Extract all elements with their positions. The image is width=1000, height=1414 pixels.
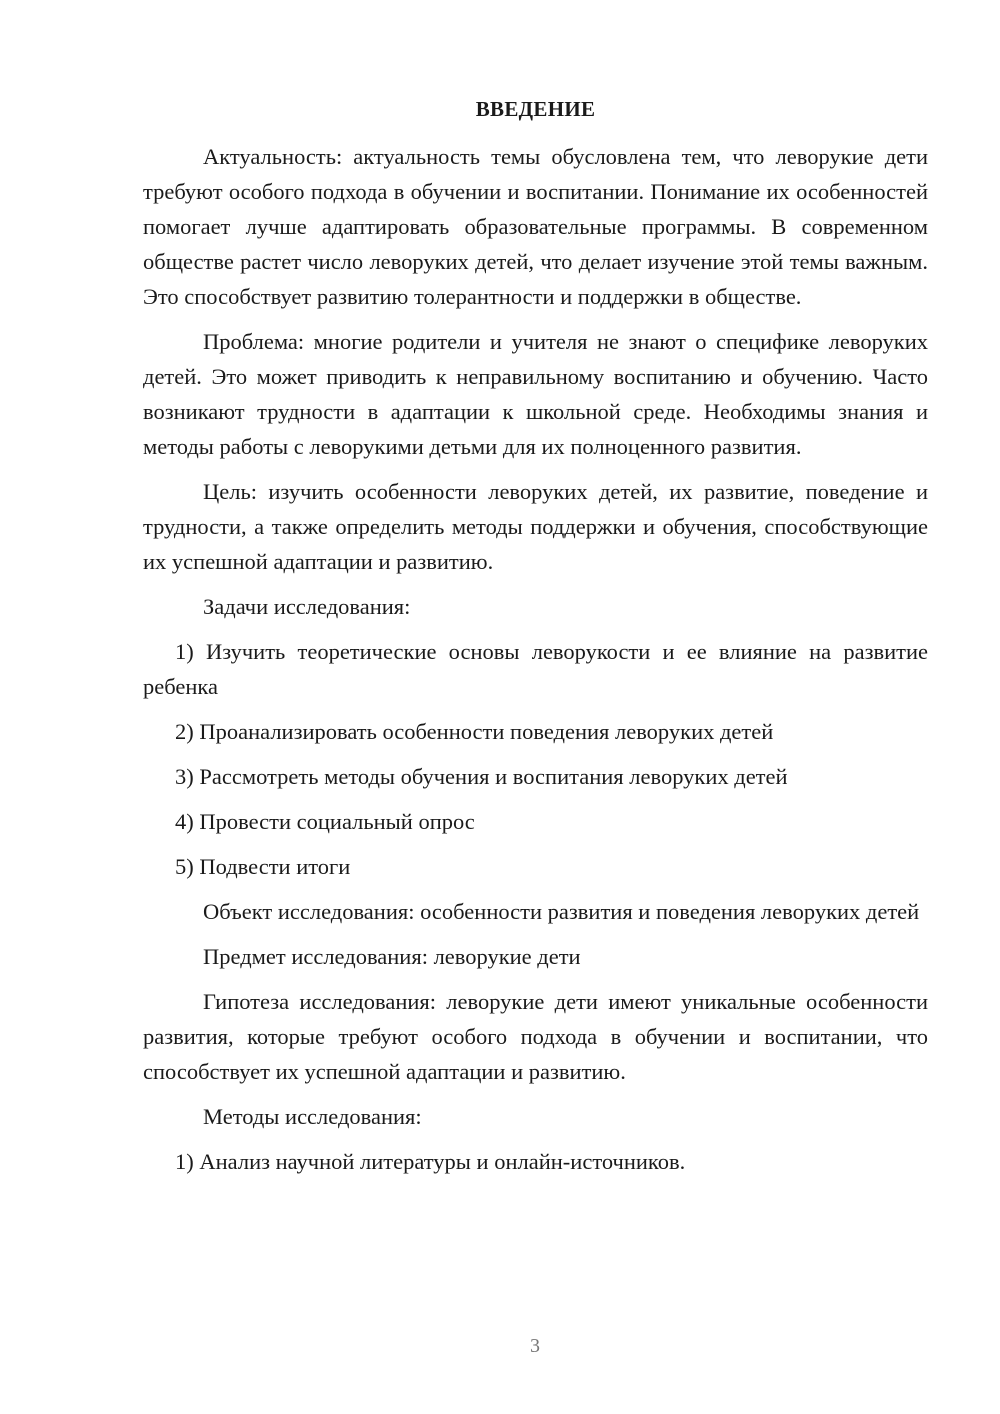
relevance-paragraph: Актуальность: актуальность темы обусловлена тем, что леворукие дети требуют особого подхода в обучении и воспитании. Понимание их особенностей помогает лучше адаптировать образовательные программы. В современном обществе растет число леворуких детей, что делает изучение этой темы важным. Это способствует развитию толерантности и поддержки в обществе. [143, 144, 928, 309]
problem-paragraph: Проблема: многие родители и учителя не знают о специфике леворуких детей. Это может приводить к неправильному воспитанию и обучению. Часто возникают трудности в адаптации к школьной среде. Необходимы знания и методы работы с леворукими детьми для их полноценного развития. [143, 329, 928, 459]
section-title: ВВЕДЕНИЕ [475, 97, 596, 121]
method-item-1: 1) Анализ научной литературы и онлайн-источников. [175, 1149, 686, 1174]
task-item-2: 2) Проанализировать особенности поведения леворуких детей [175, 719, 774, 744]
task-item-3: 3) Рассмотреть методы обучения и воспитания леворуких детей [175, 764, 788, 789]
methods-heading: Методы исследования: [203, 1104, 422, 1129]
subject-paragraph: Предмет исследования: леворукие дети [203, 944, 581, 969]
goal-paragraph: Цель: изучить особенности леворуких детей, их развитие, поведение и трудности, а также определить методы поддержки и обучения, способствующие их успешной адаптации и развитию. [143, 479, 928, 574]
task-item-1: 1) Изучить теоретические основы леворукости и ее влияние на развитие ребенка [143, 639, 928, 699]
page-number: 3 [530, 1335, 540, 1357]
hypothesis-paragraph: Гипотеза исследования: леворукие дети имеют уникальные особенности развития, которые требуют особого подхода в обучении и воспитании, что способствует их успешной адаптации и развитию. [143, 989, 928, 1084]
tasks-heading: Задачи исследования: [203, 594, 411, 619]
task-item-5: 5) Подвести итоги [175, 854, 351, 879]
object-paragraph: Объект исследования: особенности развития и поведения леворуких детей [203, 899, 920, 924]
page-content [143, 92, 928, 1189]
task-item-4: 4) Провести социальный опрос [175, 809, 475, 834]
